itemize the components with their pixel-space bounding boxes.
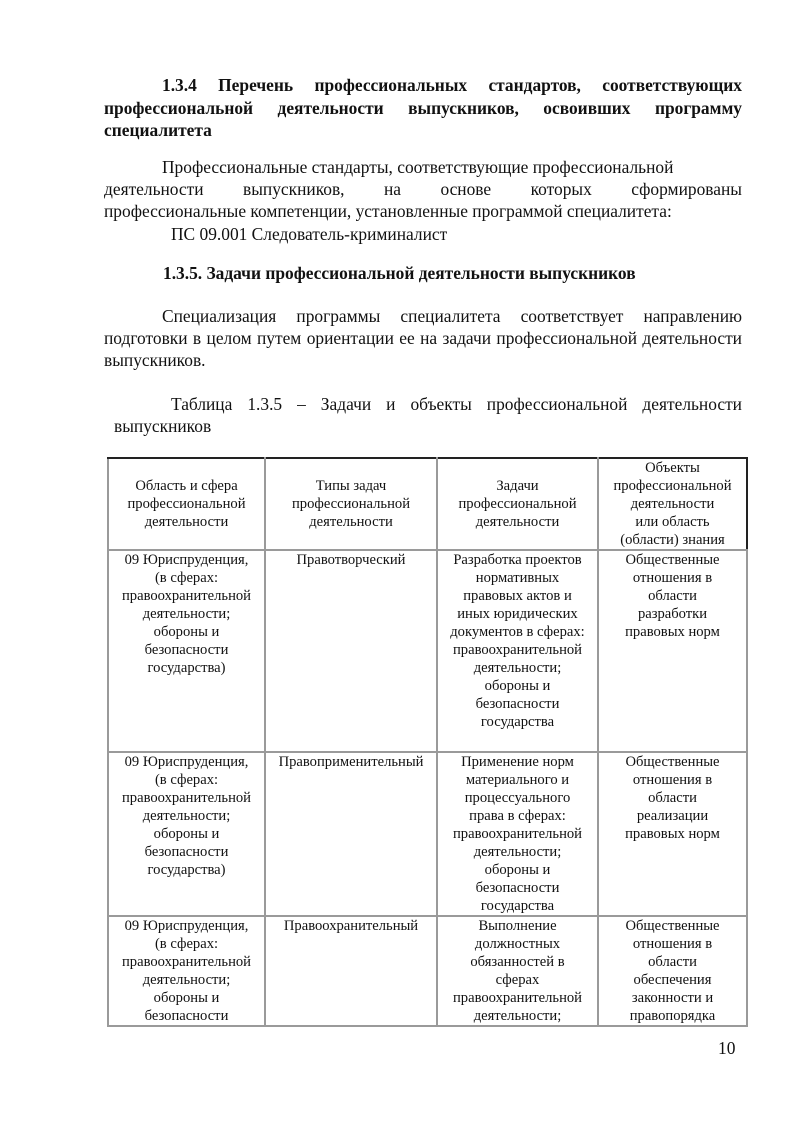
- header-line: профессиональной: [458, 496, 577, 512]
- cell-line: обязанностей в: [470, 954, 565, 970]
- header-line: или область: [635, 514, 710, 530]
- cell-line: деятельности;: [473, 1008, 562, 1024]
- table-header-row: [108, 458, 747, 550]
- cell-line: законности и: [631, 990, 714, 1006]
- cell-line: безопасности: [475, 696, 560, 712]
- cell-line: деятельности;: [473, 844, 562, 860]
- table-row: [108, 916, 747, 1026]
- cell-line: безопасности: [475, 880, 560, 896]
- cell-line: иных юридических: [457, 606, 578, 622]
- header-line: деятельности: [475, 514, 560, 530]
- table-row: [108, 752, 747, 916]
- cell-line: Применение норм: [461, 754, 574, 770]
- cell-line: государства): [147, 862, 226, 878]
- cell-line: отношения в: [632, 772, 713, 788]
- cell-line: безопасности: [144, 1008, 229, 1024]
- header-area: [108, 458, 265, 550]
- cell-line: правоохранительной: [452, 826, 582, 842]
- cell-line: (в сферах:: [154, 570, 219, 586]
- word: сформированы: [631, 179, 742, 199]
- cell-objects: [598, 550, 747, 752]
- header-line: деятельности: [144, 514, 229, 530]
- header-line: профессиональной: [127, 496, 246, 512]
- header-line: Объекты: [645, 460, 700, 476]
- header-line: Задачи: [496, 478, 539, 494]
- header-line: профессиональной: [291, 496, 411, 512]
- cell-area: [108, 916, 265, 1026]
- cell-line: процессуального: [464, 790, 571, 806]
- cell-line: отношения в: [632, 936, 713, 952]
- cell-area: [108, 752, 265, 916]
- cell-line: обороны и: [153, 826, 220, 842]
- cell-line: Общественные: [625, 918, 720, 934]
- cell-line: безопасности: [144, 844, 229, 860]
- cell-tasks: [437, 550, 598, 752]
- cell-line: Общественные: [625, 552, 720, 568]
- cell-line: разработки: [637, 606, 708, 622]
- cell-line: обороны и: [484, 678, 551, 694]
- cell-line: Правотворческий: [296, 552, 406, 568]
- cell-line: обороны и: [153, 990, 220, 1006]
- cell-line: документов в сферах:: [450, 624, 585, 640]
- cell-line: области: [648, 588, 697, 604]
- word: выпускников,: [243, 179, 345, 199]
- cell-line: правовых норм: [625, 624, 720, 640]
- header-line: деятельности: [630, 496, 715, 512]
- cell-line: материального и: [465, 772, 570, 788]
- cell-objects: [598, 916, 747, 1026]
- cell-line: государства: [480, 898, 555, 914]
- cell-line: правоохранительной: [121, 790, 251, 806]
- cell-line: Разработка проектов: [453, 552, 582, 568]
- cell-line: правопорядка: [629, 1008, 716, 1024]
- cell-type: [265, 916, 437, 1026]
- cell-line: Правоприменительный: [278, 754, 424, 770]
- cell-line: (в сферах:: [154, 936, 219, 952]
- cell-line: безопасности: [144, 642, 229, 658]
- cell-line: сферах: [495, 972, 540, 988]
- table-caption: Таблица 1.3.5 – Задачи и объекты профессиональной деятельности выпускников: [114, 394, 742, 436]
- cell-line: обеспечения: [633, 972, 712, 988]
- cell-line: нормативных: [475, 570, 560, 586]
- professional-standard-item: ПС 09.001 Следователь-криминалист: [171, 224, 448, 244]
- cell-line: Правоохранительный: [283, 918, 419, 934]
- cell-line: реализации: [636, 808, 709, 824]
- cell-line: правовых актов и: [463, 588, 572, 604]
- cell-line: отношения в: [632, 570, 713, 586]
- standards-paragraph-line-3: профессиональные компетенции, установленные программой специалитета:: [104, 201, 672, 221]
- cell-area: [108, 550, 265, 752]
- cell-line: обороны и: [153, 624, 220, 640]
- cell-line: деятельности;: [142, 808, 231, 824]
- cell-type: [265, 752, 437, 916]
- cell-line: деятельности;: [142, 606, 231, 622]
- cell-line: государства): [147, 660, 226, 676]
- word: которых: [530, 179, 592, 199]
- cell-line: правоохранительной: [452, 990, 582, 1006]
- section-heading-1-3-4: 1.3.4 Перечень профессиональных стандартов, соответствующих профессиональной деятельности выпускников, освоивших программу специалитета: [104, 75, 742, 140]
- header-line: Типы задач: [315, 478, 387, 494]
- cell-line: 09 Юриспруденция,: [124, 918, 249, 934]
- header-objects: [598, 458, 747, 550]
- cell-line: 09 Юриспруденция,: [124, 552, 249, 568]
- cell-tasks: [437, 752, 598, 916]
- header-line: профессиональной: [613, 478, 732, 494]
- cell-line: государства: [480, 714, 555, 730]
- table-row: [108, 550, 747, 752]
- cell-line: области: [648, 954, 697, 970]
- standards-paragraph: [104, 156, 742, 222]
- specialization-paragraph: Специализация программы специалитета соответствует направлению подготовки в целом путем ориентации ее на задачи профессиональной деятельности выпускников.: [104, 306, 742, 370]
- cell-line: правовых норм: [625, 826, 720, 842]
- tasks-objects-table: [107, 457, 748, 1027]
- page-number: 10: [718, 1038, 736, 1058]
- header-task-types: [265, 458, 437, 550]
- cell-type: [265, 550, 437, 752]
- section-heading-1-3-5: 1.3.5. Задачи профессиональной деятельности выпускников: [163, 263, 636, 283]
- cell-line: деятельности;: [142, 972, 231, 988]
- cell-line: Общественные: [625, 754, 720, 770]
- cell-line: обороны и: [484, 862, 551, 878]
- word: деятельности: [104, 179, 204, 199]
- cell-line: деятельности;: [473, 660, 562, 676]
- cell-line: 09 Юриспруденция,: [124, 754, 249, 770]
- cell-line: (в сферах:: [154, 772, 219, 788]
- cell-line: правоохранительной: [121, 588, 251, 604]
- header-line: деятельности: [309, 514, 393, 530]
- cell-objects: [598, 752, 747, 916]
- header-tasks: [437, 458, 598, 550]
- cell-tasks: [437, 916, 598, 1026]
- cell-line: права в сферах:: [469, 808, 566, 824]
- word: на: [383, 179, 401, 199]
- word: основе: [440, 179, 492, 199]
- cell-line: Выполнение: [478, 918, 557, 934]
- standards-paragraph-line-2: [104, 178, 742, 200]
- cell-line: должностных: [474, 936, 561, 952]
- header-line: (области) знания: [620, 532, 725, 548]
- standards-paragraph-line-1: Профессиональные стандарты, соответствующие профессиональной: [162, 157, 674, 177]
- cell-line: правоохранительной: [452, 642, 582, 658]
- cell-line: области: [648, 790, 697, 806]
- cell-line: правоохранительной: [121, 954, 251, 970]
- header-line: Область и сфера: [135, 478, 238, 494]
